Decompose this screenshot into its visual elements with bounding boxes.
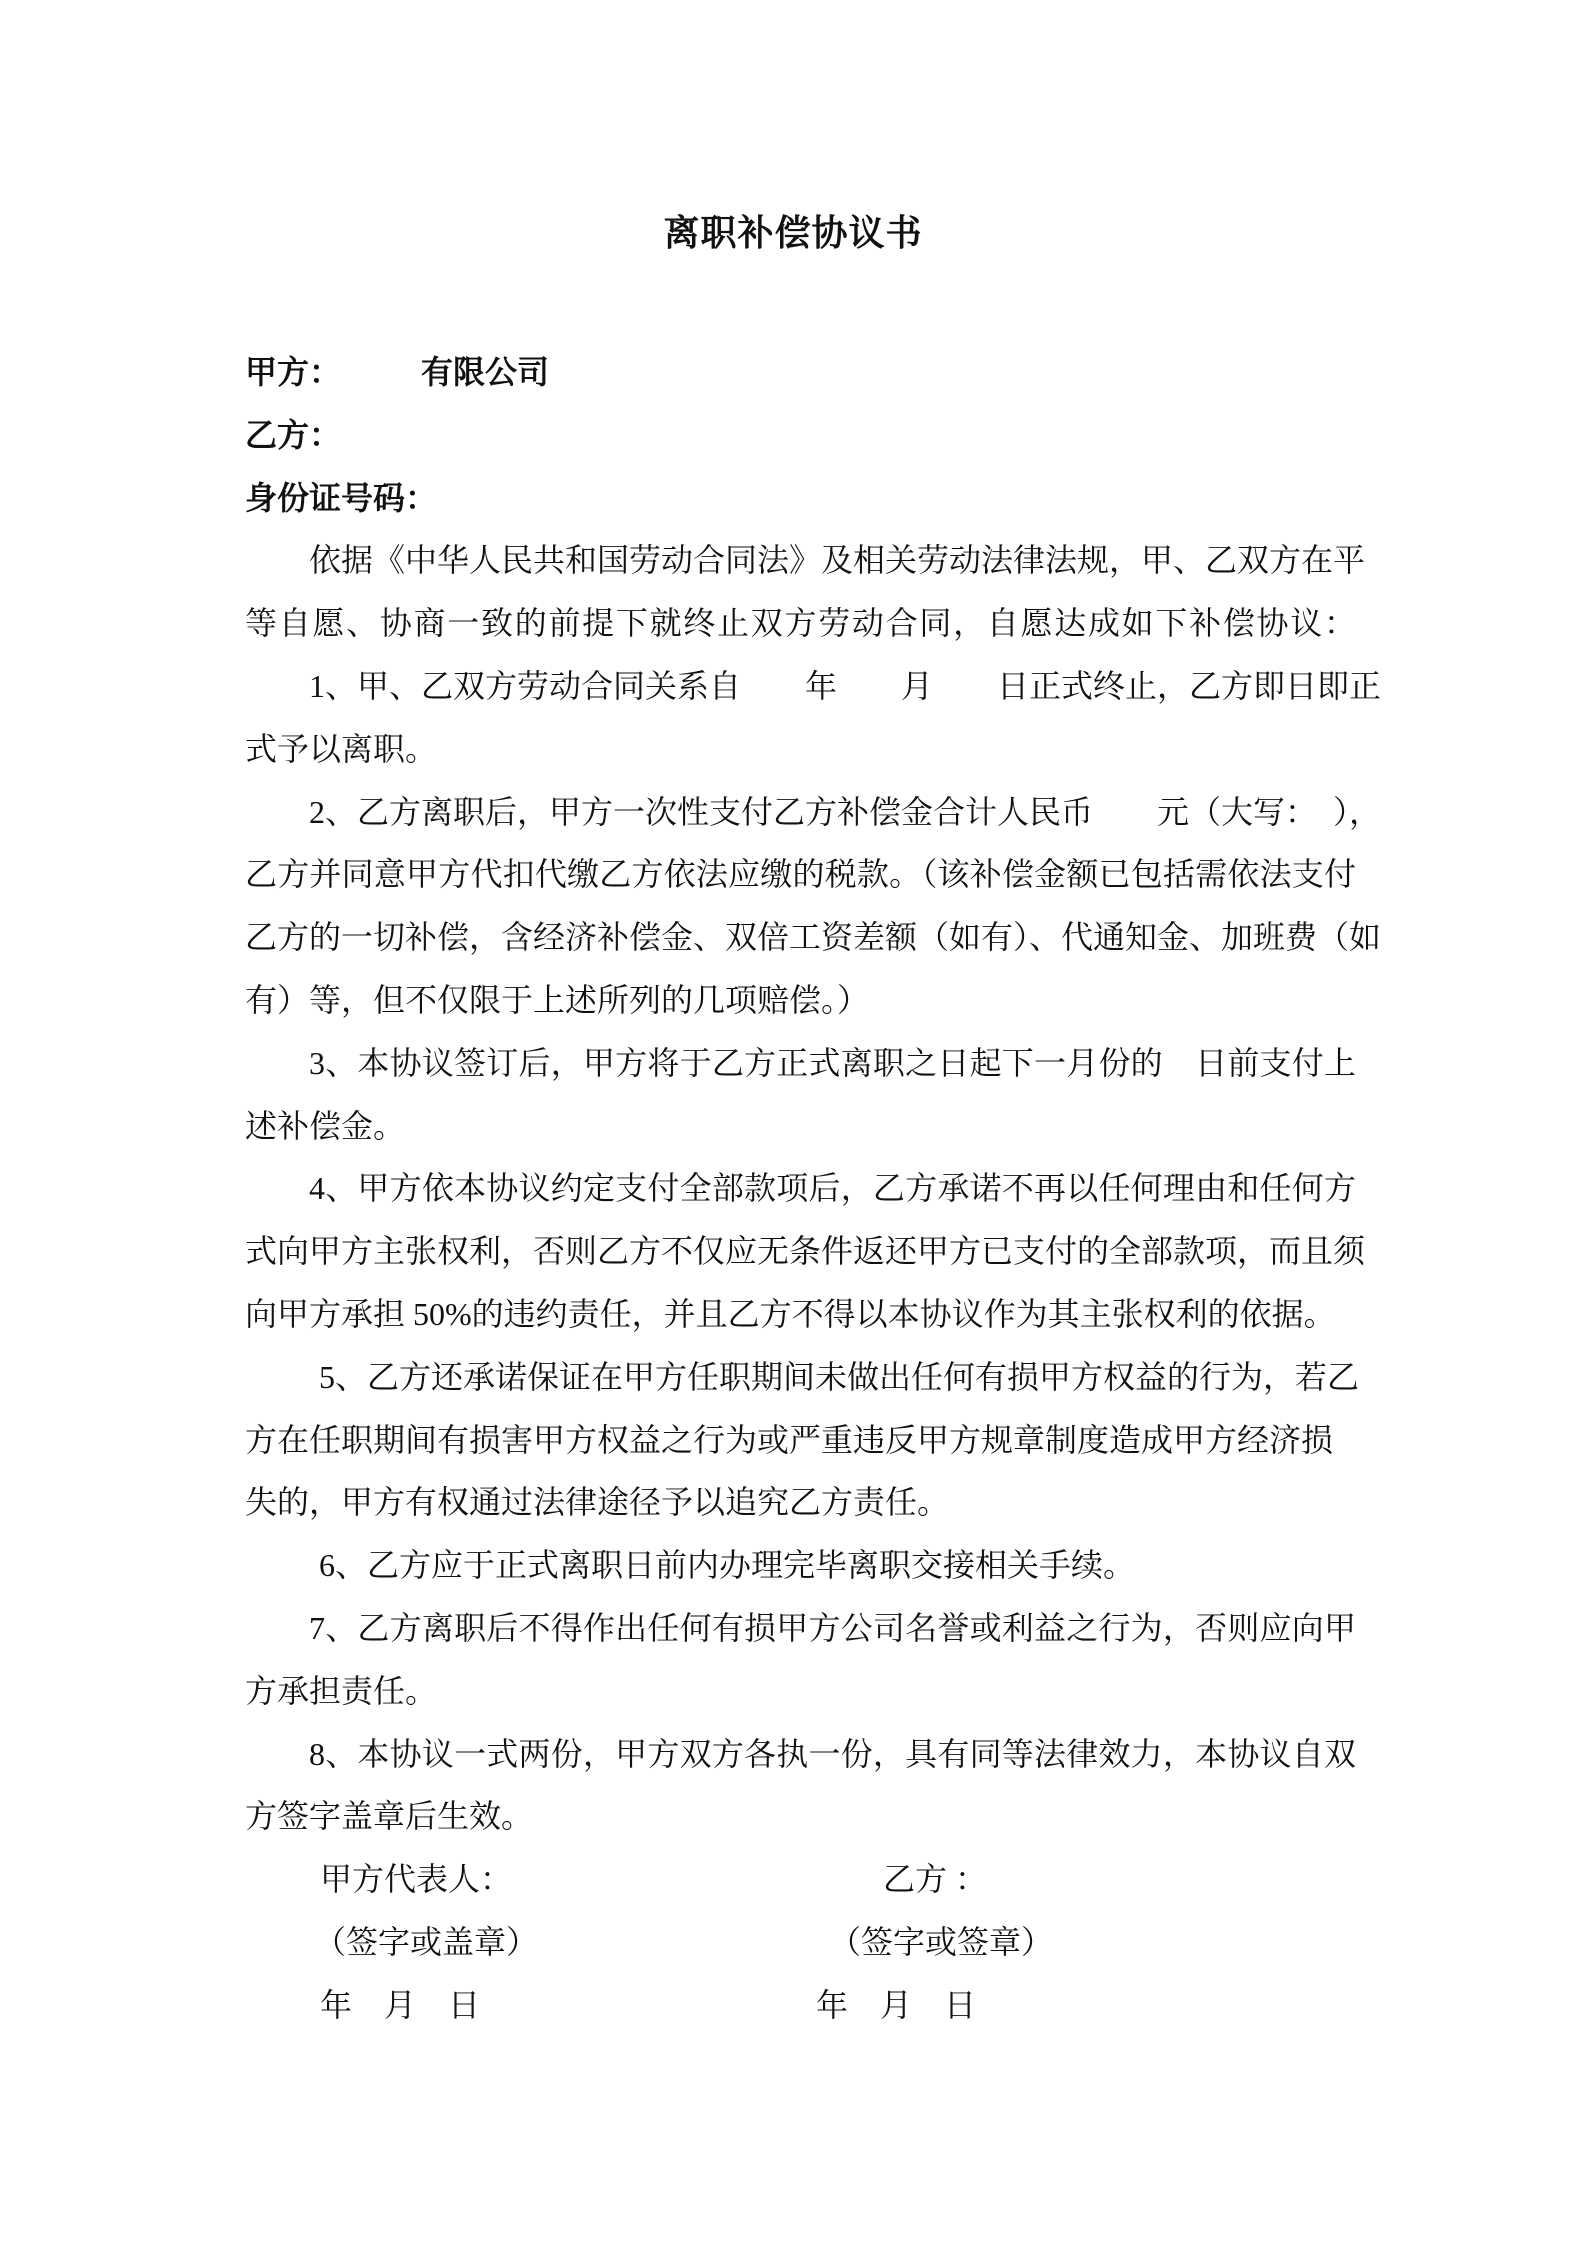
party-a-label: 甲方：	[245, 354, 342, 390]
clause-1-line: 式予以离职。	[245, 730, 438, 767]
clause-5-line: 5、乙方还承诺保证在甲方任职期间未做出任何有损甲方权益的行为，若乙	[319, 1358, 1360, 1395]
clause-1-line: 1、甲、乙双方劳动合同关系自 年 月 日正式终止，乙方即日即正	[309, 667, 1382, 704]
party-a-company: 有限公司	[421, 354, 550, 390]
signature-note-row	[245, 1911, 1356, 1974]
clause-2-line: 乙方的一切补偿，含经济补偿金、双倍工资差额（如有）、代通知金、加班费（如	[245, 919, 1382, 956]
clause-6-line: 6、乙方应于正式离职日前内办理完毕离职交接相关手续。	[319, 1547, 1136, 1584]
preamble-line: 依据《中华人民共和国劳动合同法》及相关劳动法律法规，甲、乙双方在平	[309, 542, 1366, 579]
clause-2-line: 2、乙方离职后，甲方一次性支付乙方补偿金合计人民币 元（大写： ），	[309, 793, 1382, 830]
party-a-date: 年 月 日	[320, 1986, 481, 2023]
party-b-sign-note: （签字或签章）	[829, 1923, 1054, 1960]
clause-3-line: 3、本协议签订后，甲方将于乙方正式离职之日起下一月份的 日前支付上	[309, 1044, 1356, 1081]
clause-2-line: 乙方并同意甲方代扣代缴乙方依法应缴的税款。（该补偿金额已包括需依法支付	[245, 856, 1356, 893]
party-a-row	[245, 341, 1356, 404]
clause-2-line: 有）等，但不仅限于上述所列的几项赔偿。）	[245, 981, 870, 1018]
document-body	[245, 341, 1382, 2037]
clause-5-line: 方在任职期间有损害甲方权益之行为或严重违反甲方规章制度造成甲方经济损	[245, 1421, 1334, 1458]
clause-8-line: 方签字盖章后生效。	[245, 1798, 534, 1835]
signature-row	[245, 1848, 1356, 1911]
clause-4-line: 向甲方承担 50%的违约责任，并且乙方不得以本协议作为其主张权利的依据。	[245, 1295, 1336, 1332]
clause-7-line: 7、乙方离职后不得作出任何有损甲方公司名誉或利益之行为，否则应向甲	[309, 1609, 1356, 1646]
party-a-sign-note: （签字或盖章）	[314, 1923, 539, 1960]
clause-5-line: 失的，甲方有权通过法律途径予以追究乙方责任。	[245, 1484, 950, 1521]
party-b-signature-label: 乙方 ：	[883, 1861, 988, 1898]
party-b-date: 年 月 日	[816, 1986, 977, 2023]
clause-4-line: 式向甲方主张权利，否则乙方不仅应无条件返还甲方已支付的全部款项，而且须	[245, 1233, 1366, 1270]
date-row	[245, 1974, 1356, 2037]
clause-3-line: 述补偿金。	[245, 1107, 406, 1144]
id-number-label: 身份证号码：	[245, 479, 438, 516]
preamble-line: 等自愿、协商一致的前提下就终止双方劳动合同，自愿达成如下补偿协议：	[245, 605, 1356, 642]
party-a-representative-label: 甲方代表人：	[320, 1861, 513, 1898]
clause-7-line: 方承担责任。	[245, 1672, 438, 1709]
document-title: 离职补偿协议书	[663, 213, 923, 253]
clause-8-line: 8、本协议一式两份，甲方双方各执一份，具有同等法律效力，本协议自双	[309, 1735, 1356, 1772]
clause-4-line: 4、甲方依本协议约定支付全部款项后，乙方承诺不再以任何理由和任何方	[309, 1170, 1356, 1207]
party-b-label: 乙方：	[245, 416, 342, 453]
